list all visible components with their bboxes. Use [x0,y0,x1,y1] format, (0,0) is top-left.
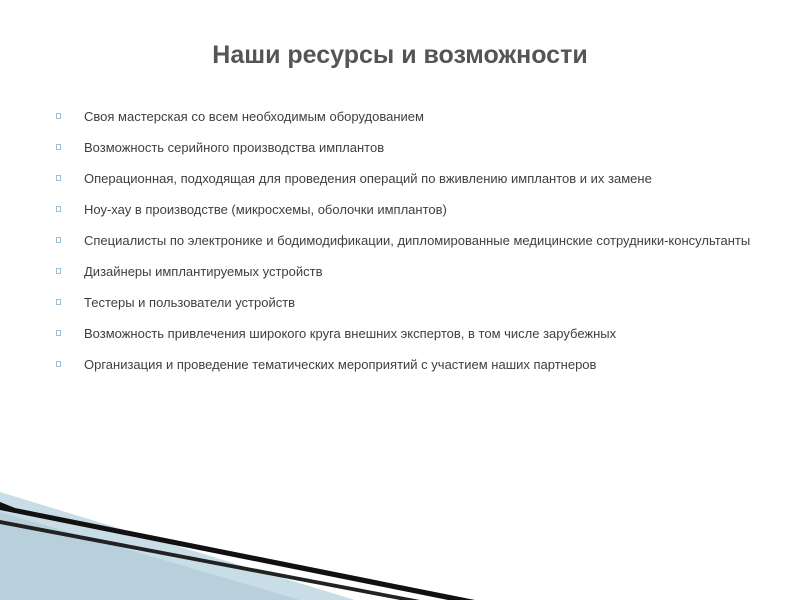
list-item [55,288,752,317]
list-item-text: Тестеры и пользователи устройств [84,295,296,310]
list-item-text: Специалисты по электронике и бодимодификации, дипломированные медицинские сотрудники-консультанты [84,233,751,248]
bullet-list [55,102,752,381]
list-item [55,195,752,224]
list-item [55,102,752,131]
square-bullet-icon [56,299,61,305]
square-bullet-icon [56,113,61,119]
list-item [55,164,752,193]
square-bullet-icon [56,237,61,243]
list-item-text: Ноу-хау в производстве (микросхемы, оболочки имплантов) [84,202,447,217]
list-item-text: Дизайнеры имплантируемых устройств [84,264,323,279]
list-item [55,319,752,348]
list-item [55,350,752,379]
list-item-text: Своя мастерская со всем необходимым оборудованием [84,109,424,124]
list-item-text: Возможность серийного производства имплантов [84,140,385,155]
list-item-text: Операционная, подходящая для проведения операций по вживлению имплантов и их замене [84,171,652,186]
slide-title: Наши ресурсы и возможности [212,41,588,69]
square-bullet-icon [56,144,61,150]
list-item [55,226,752,255]
square-bullet-icon [56,268,61,274]
list-item [55,133,752,162]
square-bullet-icon [56,361,61,367]
square-bullet-icon [56,206,61,212]
list-item-text: Организация и проведение тематических мероприятий с участием наших партнеров [84,357,597,372]
list-item [55,257,752,286]
decorative-swoosh [0,480,800,600]
list-item-text: Возможность привлечения широкого круга внешних экспертов, в том числе зарубежных [84,326,617,341]
square-bullet-icon [56,330,61,336]
square-bullet-icon [56,175,61,181]
